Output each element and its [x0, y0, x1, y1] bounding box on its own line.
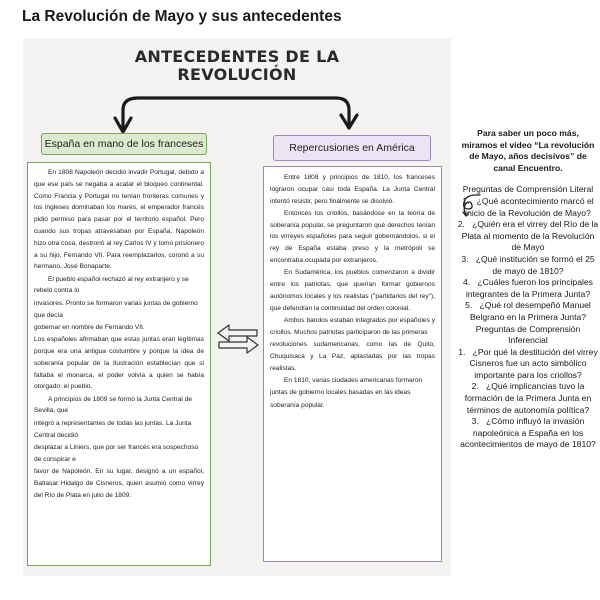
left-paragraph: El pueblo español rechazó al rey extranjero y se rebeló contra lo — [34, 275, 189, 295]
left-paragraph: Los españoles afirmaban que estas juntas eran legítimas porque era una antigua costumbre y porque la idea de soberanía popular de la Ilustración establecían que si faltaba el monarca, el poder volvía a quien se había otorgado: el pueblo. — [34, 336, 204, 391]
right-paragraph: En Sudamérica, los pueblos comenzaron a dividir entre los patriotas, que querían formar gobiernos autónomos locales y los realistas ("partidarios del rey"), que defendían la continuidad del orden colonial. — [270, 269, 435, 312]
list-item — [456, 254, 600, 277]
right-paragraph: soberanía popular. — [270, 401, 325, 409]
right-paragraph: Entonces los criollos, basándose en la teoría de soberanía popular, se preguntaron qué derechos tenían los virreyes españoles para seguir gobernándolos, si el rey de España estaba preso y la metrópoli se encontraba ocupada por extranjeros. — [270, 209, 435, 265]
question-number: 2. — [457, 219, 465, 230]
exchange-arrows-icon — [215, 322, 261, 356]
question-number: 1. — [458, 346, 466, 357]
page-title: La Revolución de Mayo y sus antecedentes — [22, 8, 342, 25]
literal-questions-heading: Preguntas de Comprensión Literal — [462, 184, 594, 195]
poster-image — [23, 38, 451, 576]
right-paragraph: Ambos bandos estaban integrados por españoles y criollos. Muchos patriotas participaron de las primeras — [270, 317, 435, 336]
sidebar-intro: Para saber un poco más, miramos el video “La revolución de Mayo, años decisivos” de canal Encuentro. — [461, 128, 595, 173]
question-text: ¿Qué institución se formó el 25 de mayo de 1810? — [475, 253, 595, 276]
question-number: 2. — [471, 381, 479, 392]
question-number: 5. — [465, 300, 473, 311]
poster-title-line-2: REVOLUCIÓN — [177, 65, 297, 84]
left-paragraph: desplazar a Liniers, que por ser francés era sospechoso de conspirar e — [34, 443, 199, 463]
list-item — [456, 300, 600, 323]
left-section-title: España en mano de los franceses — [41, 133, 207, 155]
question-text: ¿Qué acontecimiento marcó el inicio de la Revolución de Mayo? — [465, 195, 594, 218]
question-text: ¿Cuáles fueron los principales integrantes de la Primera Junta? — [465, 277, 593, 299]
inferential-questions-heading: Preguntas de Comprensión Inferencial — [475, 323, 581, 346]
swirl-arrow-icon — [460, 192, 482, 218]
right-paragraph: En 1810, varias ciudades americanas formaron — [284, 377, 423, 385]
list-item — [456, 381, 600, 416]
left-paragraph: A principios de 1809 se formó la Junta Central de Sevilla, que — [34, 395, 193, 415]
curved-double-arrow-icon — [23, 38, 451, 138]
left-text-column — [27, 162, 211, 566]
right-text-column — [263, 166, 442, 562]
question-text: ¿Qué rol desempeñó Manuel Belgrano en la Primera Junta? — [469, 300, 591, 322]
poster-title-line-1: ANTECEDENTES DE LA — [134, 47, 340, 66]
list-item — [456, 416, 600, 451]
list-item — [456, 219, 600, 254]
right-section-title: Repercusiones en América — [273, 135, 431, 161]
left-paragraph: En 1808 Napoleón decidió invadir Portugal, debido a que ese país se negaba a acatar el bloqueo continental. Como Francia y Portugal no tenían fronteras comunes y los ingleses dominaban los mares, el emperador francés pidió permiso para pasar por el territorio español. Pero cuando sus tropas atravesaban por España, Napoleón hizo otra cosa, destronó al rey Carlos IV y tomó prisionero a su hijo, Fernando VII. Para reemplazarlos, coronó a su hermano, José Bonaparte. — [34, 169, 204, 271]
list-item — [456, 347, 600, 382]
inferential-questions-list — [456, 347, 600, 451]
question-number: 4. — [463, 277, 471, 288]
left-paragraph: gobernar en nombre de Fernando VII. — [34, 323, 145, 331]
question-text: ¿Qué implicancias tuvo la formación de la Primera Junta en términos de autonomía política? — [464, 381, 592, 415]
left-paragraph: integró a representantes de todas las juntas. La Junta Central decidió — [34, 419, 192, 439]
list-item — [456, 277, 600, 300]
right-paragraph: Entre 1808 y principios de 1810, los franceses lograron ocupar casi toda España. La Junta Central intentó resistir, pero finalmente se disolvió. — [270, 174, 435, 205]
left-paragraph: invasores. Pronto se formaron varias juntas de gobierno que decía — [34, 299, 198, 319]
question-text: ¿Cómo influyó la invasión napoleónica a España en los acontecimientos de mayo de 1810? — [460, 416, 596, 450]
left-paragraph: favor de Napoleón. En su lugar, designó a un español, Baltasar Hidalgo de Cisneros, quien asumió como virrey del Río de Plata en julio de 1809. — [34, 467, 204, 499]
question-number: 3. — [461, 253, 469, 264]
question-text: ¿Quién era el virrey del Río de la Plata al momento de la Revolución de Mayo — [461, 219, 599, 253]
right-paragraph: juntas de gobierno locales basadas en las ideas — [270, 389, 411, 397]
questions-sidebar — [456, 128, 600, 451]
question-text: ¿Por qué la destitución del virrey Cisneros fue un acto simbólico importante para los criollos? — [469, 346, 598, 380]
question-number: 1. — [462, 195, 470, 206]
right-paragraph: revoluciones sudamericanas, como las de Quito, Chuquisaca y La Paz, aplastadas por las tropas realistas. — [270, 341, 435, 372]
question-number: 3. — [471, 416, 479, 427]
